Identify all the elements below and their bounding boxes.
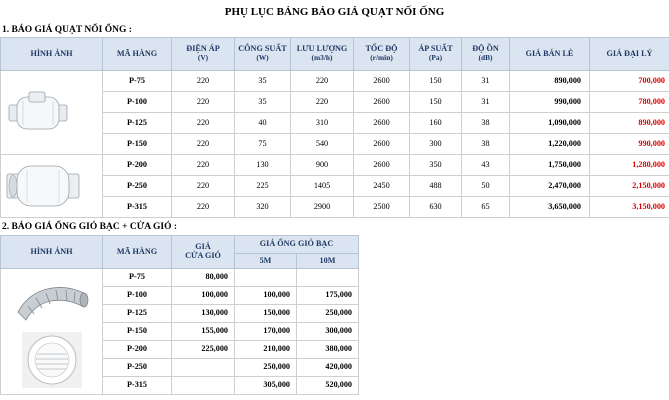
duct-5m-price: 150,000 bbox=[235, 305, 297, 323]
header-10m: 10M bbox=[297, 254, 359, 269]
header-retail: GIÁ BÁN LẺ bbox=[510, 38, 590, 71]
table-row: P-200 220 130 900 2600 350 43 1,750,000 1,280,000 bbox=[1, 155, 669, 176]
vent-price: 80,000 bbox=[172, 269, 235, 287]
duct-table-header bbox=[1, 236, 359, 254]
row-code: P-200 bbox=[103, 155, 172, 176]
section2-title: 2. BÁO GIÁ ỐNG GIÓ BẠC + CỬA GIÓ : bbox=[2, 222, 178, 232]
row-code: P-75 bbox=[103, 71, 172, 92]
retail-price: 890,000 bbox=[510, 71, 590, 92]
duct-5m-price: 210,000 bbox=[235, 341, 297, 359]
page-title: PHỤ LỤC BẢNG BÁO GIÁ QUẠT NỐI ỐNG bbox=[224, 6, 445, 18]
dealer-price: 780,000 bbox=[590, 92, 669, 113]
row-code: P-125 bbox=[103, 305, 172, 323]
table-row: P-250 220 225 1405 2450 488 50 2,470,000 2,150,000 bbox=[1, 176, 669, 197]
table-row: P-315 220 320 2900 2500 630 65 3,650,000 3,150,000 bbox=[1, 197, 669, 218]
fan-table-header bbox=[1, 38, 669, 71]
table-row: P-150 220 75 540 2600 300 38 1,220,000 990,000 bbox=[1, 134, 669, 155]
vent-price: 155,000 bbox=[172, 323, 235, 341]
retail-price: 1,220,000 bbox=[510, 134, 590, 155]
table-row: P-75 220 35 220 2600 150 31 890,000 700,000 bbox=[1, 71, 669, 92]
row-code: P-315 bbox=[103, 377, 172, 395]
vent-price: 225,000 bbox=[172, 341, 235, 359]
header-speed: TỐC ĐỘ (r/min) bbox=[354, 38, 410, 71]
duct-10m-price bbox=[297, 269, 359, 287]
retail-price: 1,750,000 bbox=[510, 155, 590, 176]
duct-10m-price: 380,000 bbox=[297, 341, 359, 359]
dealer-price: 990,000 bbox=[590, 134, 669, 155]
duct-price-table bbox=[0, 235, 359, 395]
header-pressure: ÁP SUẤT (Pa) bbox=[410, 38, 462, 71]
retail-price: 2,470,000 bbox=[510, 176, 590, 197]
row-code: P-150 bbox=[103, 323, 172, 341]
row-code: P-315 bbox=[103, 197, 172, 218]
table-row: P-125 220 40 310 2600 160 38 1,090,000 890,000 bbox=[1, 113, 669, 134]
duct-5m-price: 100,000 bbox=[235, 287, 297, 305]
header-noise: ĐỘ ỒN (dB) bbox=[462, 38, 510, 71]
table-row: P-100 220 35 220 2600 150 31 990,000 780,000 bbox=[1, 92, 669, 113]
dealer-price: 890,000 bbox=[590, 113, 669, 134]
duct-5m-price: 170,000 bbox=[235, 323, 297, 341]
table-row bbox=[1, 269, 359, 287]
header-flow: LƯU LƯỢNG (m3/h) bbox=[291, 38, 354, 71]
row-code: P-250 bbox=[103, 176, 172, 197]
row-code: P-100 bbox=[103, 287, 172, 305]
vent-price bbox=[172, 377, 235, 395]
header-code: MÃ HÀNG bbox=[103, 236, 172, 269]
dealer-price: 3,150,000 bbox=[590, 197, 669, 218]
header-power: CÔNG SUẤT (W) bbox=[235, 38, 291, 71]
row-code: P-125 bbox=[103, 113, 172, 134]
header-voltage: ĐIỆN ÁP (V) bbox=[172, 38, 235, 71]
duct-10m-price: 300,000 bbox=[297, 323, 359, 341]
round-air-vent-icon bbox=[22, 332, 82, 388]
duct-5m-price: 250,000 bbox=[235, 359, 297, 377]
inline-duct-fan-icon bbox=[3, 83, 73, 143]
header-duct-price: GIÁ ỐNG GIÓ BẠC bbox=[235, 236, 359, 254]
duct-10m-price: 250,000 bbox=[297, 305, 359, 323]
row-code: P-250 bbox=[103, 359, 172, 377]
section1-title: 1. BÁO GIÁ QUẠT NỐI ỐNG : bbox=[2, 25, 132, 35]
duct-image-cell bbox=[1, 269, 103, 395]
vent-price bbox=[172, 359, 235, 377]
fan-image-cell-small bbox=[1, 71, 103, 155]
fan-image-cell-large bbox=[1, 155, 103, 218]
retail-price: 990,000 bbox=[510, 92, 590, 113]
retail-price: 3,650,000 bbox=[510, 197, 590, 218]
vent-price: 130,000 bbox=[172, 305, 235, 323]
duct-10m-price: 520,000 bbox=[297, 377, 359, 395]
vent-price: 100,000 bbox=[172, 287, 235, 305]
dealer-price: 2,150,000 bbox=[590, 176, 669, 197]
header-image: HÌNH ẢNH bbox=[1, 236, 103, 269]
row-code: P-200 bbox=[103, 341, 172, 359]
row-code: P-150 bbox=[103, 134, 172, 155]
duct-5m-price: 305,000 bbox=[235, 377, 297, 395]
fan-price-table bbox=[0, 37, 669, 218]
duct-10m-price: 420,000 bbox=[297, 359, 359, 377]
header-vent-price: GIÁ CỬA GIÓ bbox=[172, 236, 235, 269]
dealer-price: 1,280,000 bbox=[590, 155, 669, 176]
flexible-aluminum-duct-icon bbox=[12, 276, 92, 326]
header-5m: 5M bbox=[235, 254, 297, 269]
header-dealer: GIÁ ĐẠI LÝ bbox=[590, 38, 669, 71]
duct-5m-price bbox=[235, 269, 297, 287]
row-code: P-100 bbox=[103, 92, 172, 113]
inline-duct-fan-large-icon bbox=[3, 160, 83, 212]
dealer-price: 700,000 bbox=[590, 71, 669, 92]
retail-price: 1,090,000 bbox=[510, 113, 590, 134]
header-image: HÌNH ẢNH bbox=[1, 38, 103, 71]
header-code: MÃ HÀNG bbox=[103, 38, 172, 71]
row-code: P-75 bbox=[103, 269, 172, 287]
duct-10m-price: 175,000 bbox=[297, 287, 359, 305]
